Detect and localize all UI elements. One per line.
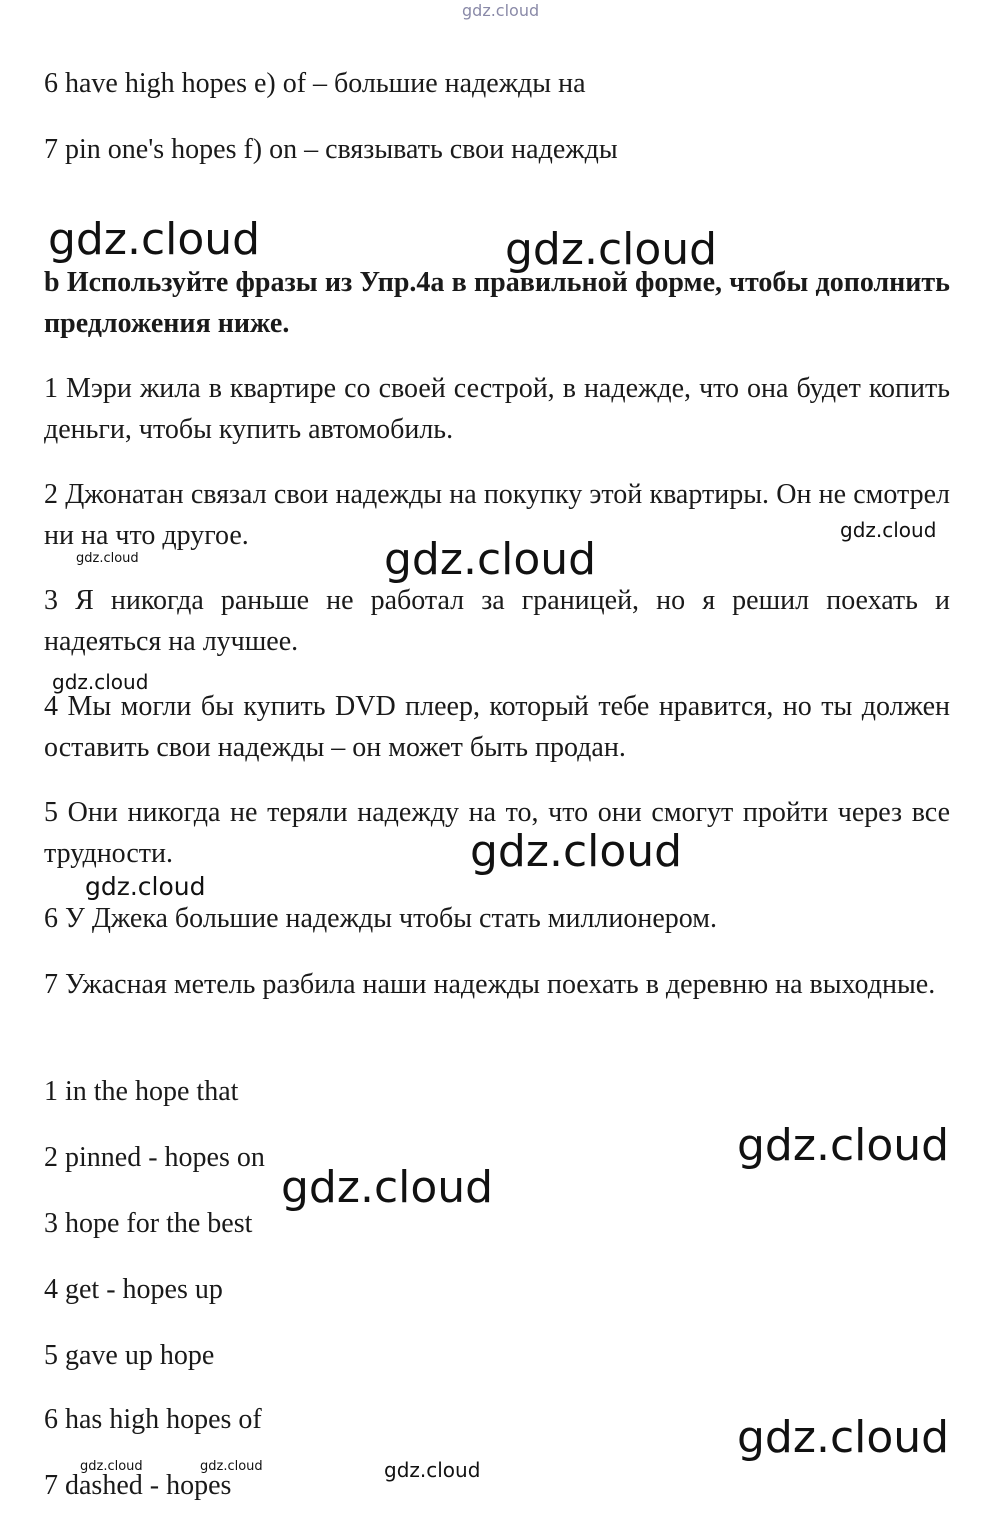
watermark: gdz.cloud (200, 1459, 263, 1474)
watermark: gdz.cloud (737, 1120, 950, 1171)
answer-4: 4 get - hopes up (44, 1274, 223, 1305)
answer-2: 2 pinned - hopes on (44, 1142, 265, 1173)
task-heading: b Используйте фразы из Упр.4a в правильной форме, чтобы дополнить предложения ниже. (44, 267, 950, 339)
watermark: gdz.cloud (737, 1412, 950, 1463)
watermark: gdz.cloud (52, 670, 149, 694)
sentence-5: 5 Они никогда не теряли надежду на то, что они смогут пройти через все трудности. (44, 797, 950, 869)
watermark: gdz.cloud (384, 534, 597, 585)
answer-5: 5 gave up hope (44, 1340, 215, 1371)
answer-3: 3 hope for the best (44, 1208, 253, 1239)
watermark: gdz.cloud (281, 1162, 494, 1213)
watermark: gdz.cloud (505, 224, 718, 275)
sentence-1: 1 Мэри жила в квартире со своей сестрой, в надежде, что она будет копить деньги, чтобы купить автомобиль. (44, 373, 950, 445)
answer-7: 7 dashed - hopes (44, 1470, 232, 1501)
sentence-2: 2 Джонатан связал свои надежды на покупку этой квартиры. Он не смотрел ни на что другое. (44, 479, 950, 551)
watermark: gdz.cloud (470, 826, 683, 877)
answer-6: 6 has high hopes of (44, 1404, 262, 1435)
sentence-4: 4 Мы могли бы купить DVD плеер, который тебе нравится, но ты должен оставить свои надежды – он может быть продан. (44, 691, 950, 763)
sentence-3: 3 Я никогда раньше не работал за границей, но я решил поехать и надеяться на лучшее. (44, 585, 950, 657)
watermark: gdz.cloud (384, 1458, 481, 1482)
watermark: gdz.cloud (48, 214, 261, 265)
answer-1: 1 in the hope that (44, 1076, 239, 1107)
sentence-6: 6 У Джека большие надежды чтобы стать миллионером. (44, 903, 717, 934)
vocab-line-7: 7 pin one's hopes f) on – связывать свои надежды (44, 134, 618, 165)
watermark: gdz.cloud (76, 551, 139, 566)
watermark: gdz.cloud (840, 518, 937, 542)
watermark: gdz.cloud (85, 872, 206, 901)
header-watermark: gdz.cloud (462, 1, 540, 20)
sentence-7: 7 Ужасная метель разбила наши надежды поехать в деревню на выходные. (44, 969, 936, 1000)
watermark: gdz.cloud (80, 1459, 143, 1474)
vocab-line-6: 6 have high hopes e) of – большие надежды на (44, 68, 586, 99)
